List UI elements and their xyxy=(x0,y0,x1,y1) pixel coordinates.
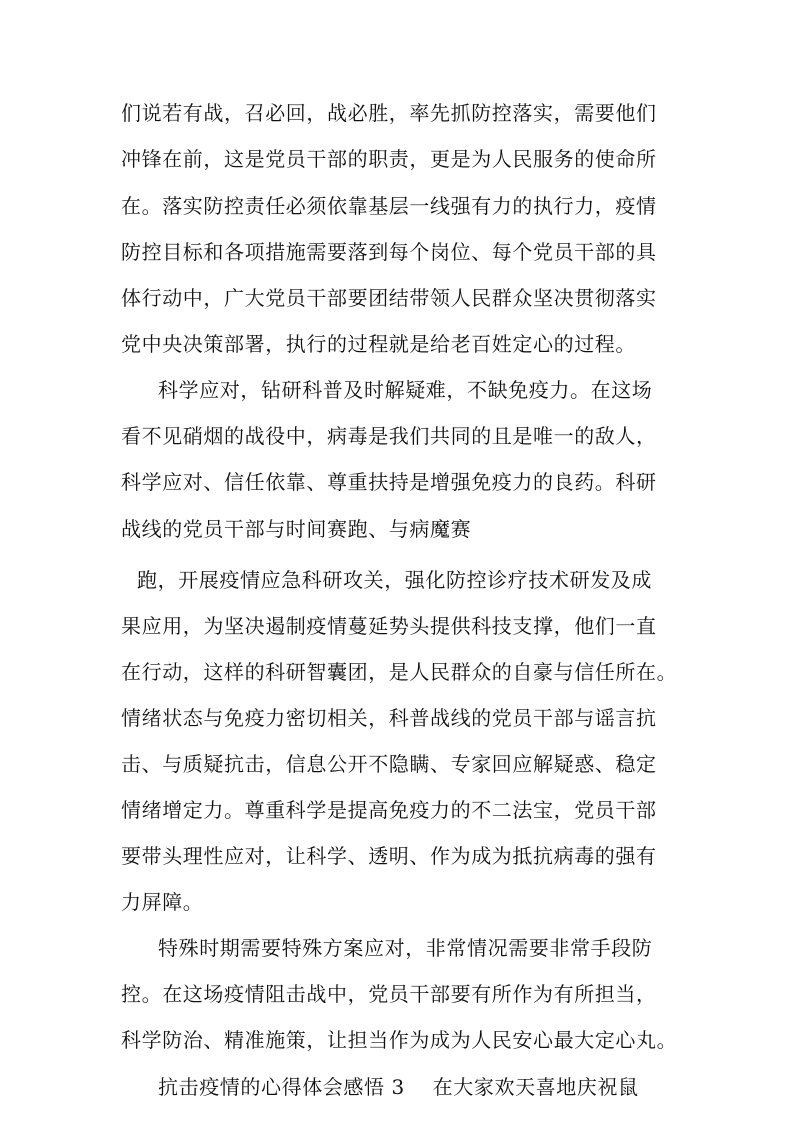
text-line: 情绪增定力。尊重科学是提高免疫力的不二法宝，党员干部 xyxy=(121,798,657,822)
text-line: 在。落实防控责任必须依靠基层一线强有力的执行力，疫情 xyxy=(121,194,657,218)
text-line: 战线的党员干部与时间赛跑、与病魔赛 xyxy=(121,517,472,541)
section-heading-line: 抗击疫情的心得体会感悟 3 在大家欢天喜地庆祝鼠 xyxy=(158,1075,639,1099)
text-line: 看不见硝烟的战役中，病毒是我们共同的且是唯一的敌人， xyxy=(121,424,657,448)
text-line: 果应用，为坚决遏制疫情蔓延势头提供科技支撑，他们一直 xyxy=(121,614,657,638)
text-line: 防控目标和各项措施需要落到每个岗位、每个党员干部的具 xyxy=(121,240,657,264)
text-line: 控。在这场疫情阻击战中，党员干部要有所作为有所担当， xyxy=(121,982,657,1006)
text-line: 科学应对、信任依靠、尊重扶持是增强免疫力的良药。科研 xyxy=(121,470,657,494)
paragraph-start-line: 科学应对，钻研科普及时解疑难，不缺免疫力。在这场 xyxy=(158,378,653,402)
text-line: 力屏障。 xyxy=(121,890,204,914)
text-line: 们说若有战，召必回，战必胜，率先抓防控落实，需要他们 xyxy=(121,101,657,125)
text-line: 在行动，这样的科研智囊团，是人民群众的自豪与信任所在。 xyxy=(121,660,678,684)
text-line: 体行动中，广大党员干部要团结带领人民群众坚决贯彻落实 xyxy=(121,286,657,310)
text-line: 情绪状态与免疫力密切相关，科普战线的党员干部与谣言抗 xyxy=(121,706,657,730)
text-line: 跑，开展疫情应急科研攻关，强化防控诊疗技术研发及成 xyxy=(137,568,652,592)
text-line: 要带头理性应对，让科学、透明、作为成为抵抗病毒的强有 xyxy=(121,844,657,868)
text-line: 科学防治、精准施策，让担当作为成为人民安心最大定心丸。 xyxy=(121,1028,678,1052)
paragraph-start-line: 特殊时期需要特殊方案应对，非常情况需要非常手段防 xyxy=(158,936,653,960)
text-line: 党中央决策部署，执行的过程就是给老百姓定心的过程。 xyxy=(121,332,636,356)
text-line: 击、与质疑抗击，信息公开不隐瞒、专家回应解疑惑、稳定 xyxy=(121,752,657,776)
text-line: 冲锋在前，这是党员干部的职责，更是为人民服务的使命所 xyxy=(121,147,657,171)
